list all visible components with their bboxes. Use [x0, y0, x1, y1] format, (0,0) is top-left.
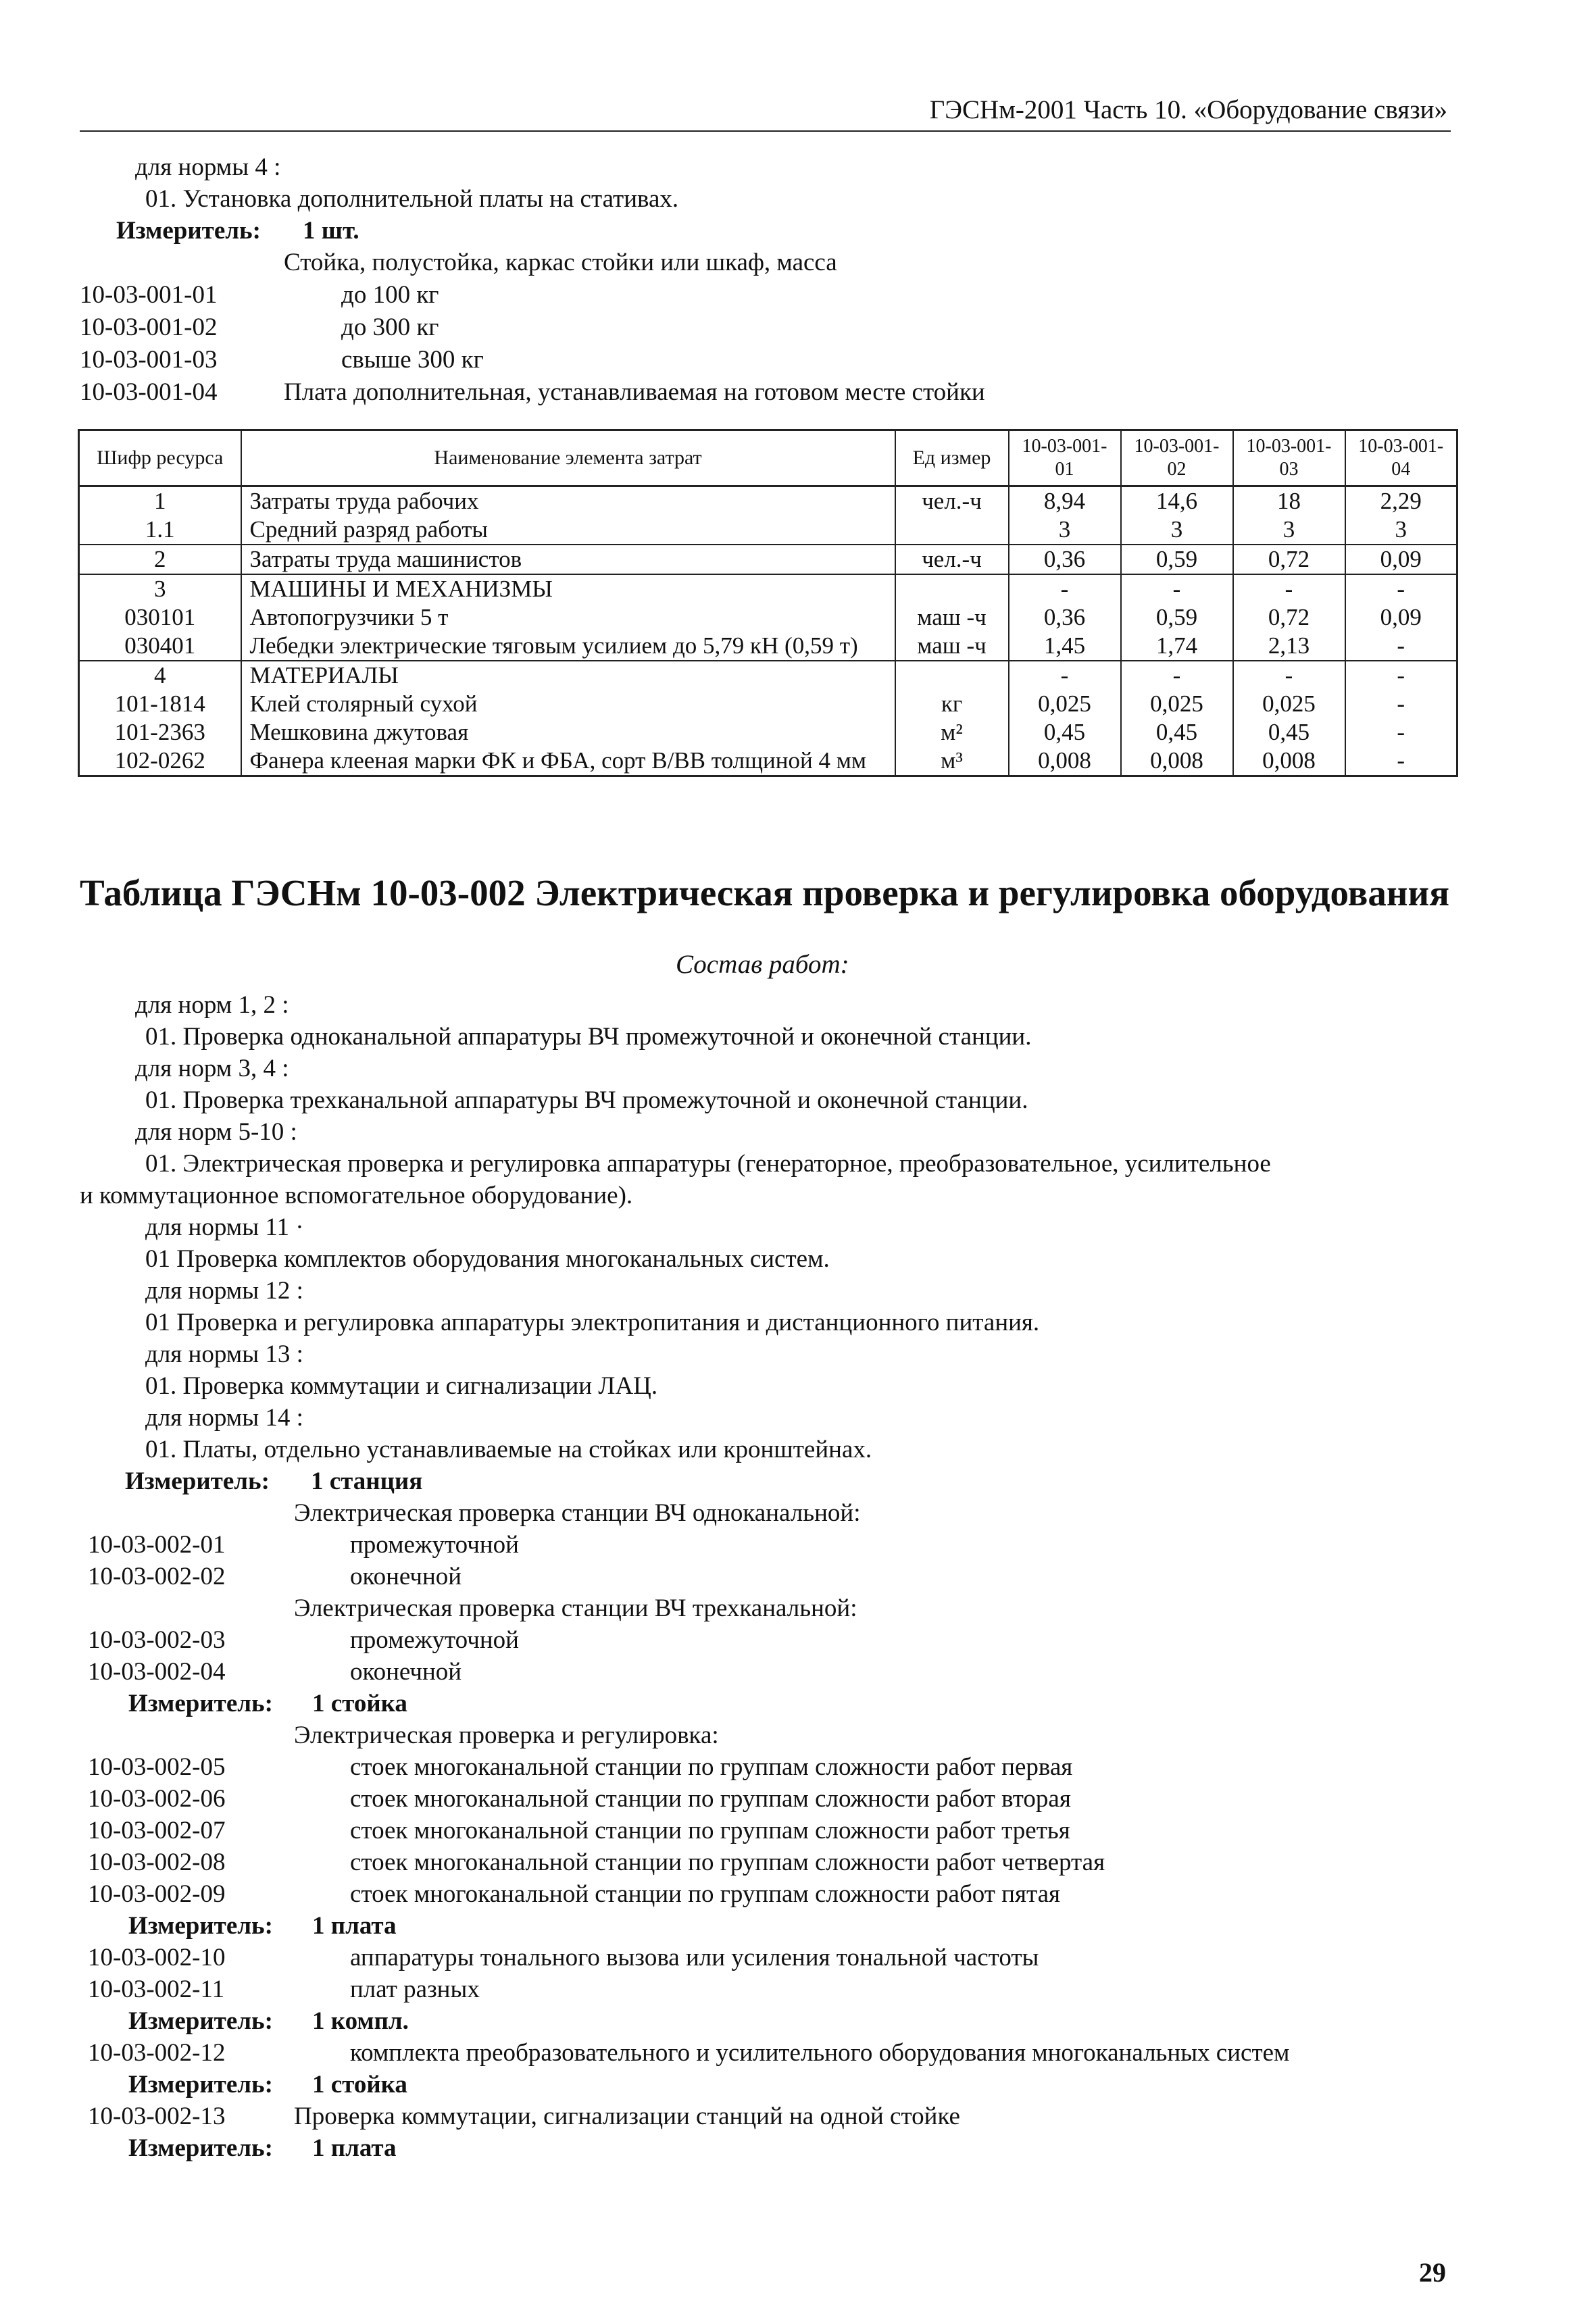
norm-code: 10-03-002-01: [88, 1531, 226, 1559]
cell-unit: [895, 574, 1009, 603]
cell-value: 14,6: [1121, 486, 1233, 516]
composition-heading: Состав работ:: [676, 950, 849, 979]
cell-name: Клей столярный сухой: [241, 690, 895, 718]
cell-value: -: [1233, 661, 1345, 690]
cell-value: 3: [1345, 515, 1457, 545]
cell-code: 3: [79, 574, 241, 603]
norm-desc: стоек многоканальной станции по группам сложности работ первая: [350, 1753, 1073, 1781]
cell-value: 3: [1009, 515, 1121, 545]
norm-desc: до 300 кг: [341, 313, 439, 341]
cell-name: МАТЕРИАЛЫ: [241, 661, 895, 690]
cell-name: Фанера клееная марки ФК и ФБА, сорт В/ВВ толщиной 4 мм: [241, 747, 895, 776]
work-norm-label: для нормы 13 :: [145, 1340, 303, 1368]
table-row: [79, 632, 1457, 661]
measure-label: Измеритель:: [128, 2134, 273, 2162]
norm-desc: оконечной: [350, 1658, 462, 1686]
page-header-title: ГЭСНм-2001 Часть 10. «Оборудование связи»: [929, 95, 1447, 124]
norm-code: 10-03-002-12: [88, 2039, 226, 2067]
norm-code: 10-03-001-03: [80, 346, 218, 374]
measure-value: 1 станция: [311, 1467, 423, 1495]
work-item: 01. Проверка коммутации и сигнализации ЛАЦ.: [145, 1372, 658, 1400]
norm-code: 10-03-002-04: [88, 1658, 226, 1686]
cell-code: 101-1814: [79, 690, 241, 718]
cell-value: 0,09: [1345, 545, 1457, 574]
table-row: [79, 545, 1457, 574]
cell-unit: маш -ч: [895, 632, 1009, 661]
cell-code: 1: [79, 486, 241, 516]
measure-label: Измеритель:: [128, 1690, 273, 1717]
norm-code: 10-03-002-08: [88, 1848, 226, 1876]
cell-value: 3: [1233, 515, 1345, 545]
cell-value: 0,025: [1121, 690, 1233, 718]
work-item: 01 Проверка комплектов оборудования многоканальных систем.: [145, 1245, 830, 1273]
cell-value: 0,45: [1121, 718, 1233, 747]
work-item-continued: и коммутационное вспомогательное оборудование).: [80, 1182, 633, 1209]
cell-value: 0,59: [1121, 545, 1233, 574]
norm-code: 10-03-002-09: [88, 1880, 226, 1908]
table-row: [79, 690, 1457, 718]
table-row: [79, 574, 1457, 603]
table-row: [79, 747, 1457, 776]
cell-value: 0,008: [1121, 747, 1233, 776]
work-norm-label: для нормы 12 :: [145, 1277, 303, 1305]
cell-name: Автопогрузчики 5 т: [241, 603, 895, 632]
cell-value: 0,008: [1233, 747, 1345, 776]
cell-name: Мешковина джутовая: [241, 718, 895, 747]
norm-desc: оконечной: [350, 1563, 462, 1590]
col-header-norm: 10-03-001-02: [1121, 430, 1233, 486]
norm-desc: стоек многоканальной станции по группам сложности работ третья: [350, 1817, 1070, 1844]
table-row: [79, 515, 1457, 545]
norm-desc: Проверка коммутации, сигнализации станций на одной стойке: [294, 2103, 960, 2130]
cell-name: МАШИНЫ И МЕХАНИЗМЫ: [241, 574, 895, 603]
section-title: Таблица ГЭСНм 10-03-002 Электрическая проверка и регулировка оборудования: [80, 872, 1449, 913]
measure-value: 1 стойка: [312, 1690, 407, 1717]
col-header-norm: 10-03-001-01: [1009, 430, 1121, 486]
cell-value: -: [1233, 574, 1345, 603]
col-header-norm: 10-03-001-04: [1345, 430, 1457, 486]
cell-unit: чел.-ч: [895, 545, 1009, 574]
measure-value: 1 компл.: [312, 2007, 409, 2035]
norm-desc: аппаратуры тонального вызова или усиления тональной частоты: [350, 1944, 1039, 1971]
work-item: 01. Проверка трехканальной аппаратуры ВЧ промежуточной и оконечной станции.: [145, 1086, 1028, 1114]
measure-value: 1 плата: [312, 2134, 397, 2162]
cell-value: 0,72: [1233, 545, 1345, 574]
cell-value: -: [1121, 574, 1233, 603]
col-header-code: Шифр ресурса: [79, 430, 241, 486]
cell-value: 0,09: [1345, 603, 1457, 632]
cell-value: 0,025: [1009, 690, 1121, 718]
cell-value: -: [1121, 661, 1233, 690]
cell-unit: чел.-ч: [895, 486, 1009, 516]
cell-code: 102-0262: [79, 747, 241, 776]
cell-name: Средний разряд работы: [241, 515, 895, 545]
col-header-name: Наименование элемента затрат: [241, 430, 895, 486]
cell-value: -: [1345, 690, 1457, 718]
norm-code: 10-03-002-10: [88, 1944, 226, 1971]
cell-unit: маш -ч: [895, 603, 1009, 632]
cell-code: 030401: [79, 632, 241, 661]
norm-desc: промежуточной: [350, 1626, 519, 1654]
cell-value: -: [1009, 574, 1121, 603]
cell-value: 0,025: [1233, 690, 1345, 718]
work-norm-label: для норм 5-10 :: [135, 1118, 297, 1146]
work-norm-label: для нормы 14 :: [145, 1404, 303, 1432]
cell-value: 2,29: [1345, 486, 1457, 516]
cell-unit: [895, 515, 1009, 545]
for-norm-label: для нормы 4 :: [135, 153, 281, 181]
cell-code: 030101: [79, 603, 241, 632]
work-item: 01. Платы, отдельно устанавливаемые на стойках или кронштейнах.: [145, 1436, 872, 1463]
cell-name: Лебедки электрические тяговым усилием до 5,79 кН (0,59 т): [241, 632, 895, 661]
cell-value: 0,36: [1009, 545, 1121, 574]
cell-code: 4: [79, 661, 241, 690]
norm-desc: стоек многоканальной станции по группам сложности работ вторая: [350, 1785, 1071, 1813]
norm-desc: Плата дополнительная, устанавливаемая на готовом месте стойки: [284, 378, 985, 406]
cell-unit: м³: [895, 747, 1009, 776]
cell-unit: м²: [895, 718, 1009, 747]
table-header-row: [79, 430, 1457, 486]
col-header-norm: 10-03-001-03: [1233, 430, 1345, 486]
cell-value: 1,45: [1009, 632, 1121, 661]
cell-value: 0,36: [1009, 603, 1121, 632]
cell-value: -: [1345, 574, 1457, 603]
measure-label: Измеритель:: [128, 2071, 273, 2098]
measure-label: Измеритель:: [125, 1467, 270, 1495]
cell-value: -: [1009, 661, 1121, 690]
norm-desc: комплекта преобразовательного и усилительного оборудования многоканальных систем: [350, 2039, 1290, 2067]
norm-group-title: Электрическая проверка станции ВЧ трехканальной:: [294, 1594, 857, 1622]
norm-code: 10-03-002-07: [88, 1817, 226, 1844]
norm-desc: стоек многоканальной станции по группам сложности работ четвертая: [350, 1848, 1105, 1876]
norm-code: 10-03-001-02: [80, 313, 218, 341]
measure-value: 1 шт.: [303, 217, 359, 245]
cell-unit: кг: [895, 690, 1009, 718]
work-norm-label: для нормы 11 ·: [145, 1213, 304, 1241]
cell-name: Затраты труда машинистов: [241, 545, 895, 574]
work-norm-label: для норм 1, 2 :: [135, 991, 289, 1019]
norm-desc: плат разных: [350, 1976, 480, 2003]
norm-desc: промежуточной: [350, 1531, 519, 1559]
cell-value: -: [1345, 718, 1457, 747]
table-row: [79, 603, 1457, 632]
header-rule: [80, 130, 1451, 132]
work-item: 01 Проверка и регулировка аппаратуры электропитания и дистанционного питания.: [145, 1309, 1040, 1336]
cell-code: 101-2363: [79, 718, 241, 747]
cell-code: 2: [79, 545, 241, 574]
norm-code: 10-03-002-11: [88, 1976, 225, 2003]
measure-value: 1 плата: [312, 1912, 397, 1940]
col-header-unit: Ед измер: [895, 430, 1009, 486]
work-item: 01. Проверка одноканальной аппаратуры ВЧ промежуточной и оконечной станции.: [145, 1023, 1032, 1051]
norm-desc: свыше 300 кг: [341, 346, 484, 374]
work-item: 01. Установка дополнительной платы на стативах.: [145, 185, 679, 213]
norm-desc: стоек многоканальной станции по группам сложности работ пятая: [350, 1880, 1061, 1908]
cell-code: 1.1: [79, 515, 241, 545]
measure-label: Измеритель:: [116, 217, 261, 245]
cell-value: -: [1345, 747, 1457, 776]
cell-value: 2,13: [1233, 632, 1345, 661]
measure-label: Измеритель:: [128, 1912, 273, 1940]
table-row: [79, 718, 1457, 747]
cell-value: 0,008: [1009, 747, 1121, 776]
cell-value: 0,45: [1233, 718, 1345, 747]
cell-value: 0,59: [1121, 603, 1233, 632]
norm-desc: до 100 кг: [341, 281, 439, 309]
norm-code: 10-03-001-04: [80, 378, 218, 406]
cell-value: -: [1345, 661, 1457, 690]
norm-code: 10-03-002-02: [88, 1563, 226, 1590]
norm-group-title: Электрическая проверка станции ВЧ одноканальной:: [294, 1499, 861, 1527]
norm-code: 10-03-002-05: [88, 1753, 226, 1781]
cell-value: 18: [1233, 486, 1345, 516]
table-row: [79, 486, 1457, 516]
norm-code: 10-03-002-03: [88, 1626, 226, 1654]
norm-group-title: Стойка, полустойка, каркас стойки или шкаф, масса: [284, 249, 837, 276]
cell-value: 3: [1121, 515, 1233, 545]
work-norm-label: для норм 3, 4 :: [135, 1055, 289, 1082]
work-item: 01. Электрическая проверка и регулировка аппаратуры (генераторное, преобразовательное, усилительное: [145, 1150, 1271, 1178]
cell-value: 1,74: [1121, 632, 1233, 661]
norm-code: 10-03-002-13: [88, 2103, 226, 2130]
cell-unit: [895, 661, 1009, 690]
cell-value: -: [1345, 632, 1457, 661]
norm-group-title: Электрическая проверка и регулировка:: [294, 1721, 719, 1749]
measure-value: 1 стойка: [312, 2071, 407, 2098]
norm-code: 10-03-001-01: [80, 281, 218, 309]
table-row: [79, 661, 1457, 690]
cell-value: 8,94: [1009, 486, 1121, 516]
norm-code: 10-03-002-06: [88, 1785, 226, 1813]
measure-label: Измеритель:: [128, 2007, 273, 2035]
resource-table: [78, 429, 1458, 777]
page-number: 29: [1419, 2257, 1446, 2288]
cell-value: 0,72: [1233, 603, 1345, 632]
cell-value: 0,45: [1009, 718, 1121, 747]
cell-name: Затраты труда рабочих: [241, 486, 895, 516]
